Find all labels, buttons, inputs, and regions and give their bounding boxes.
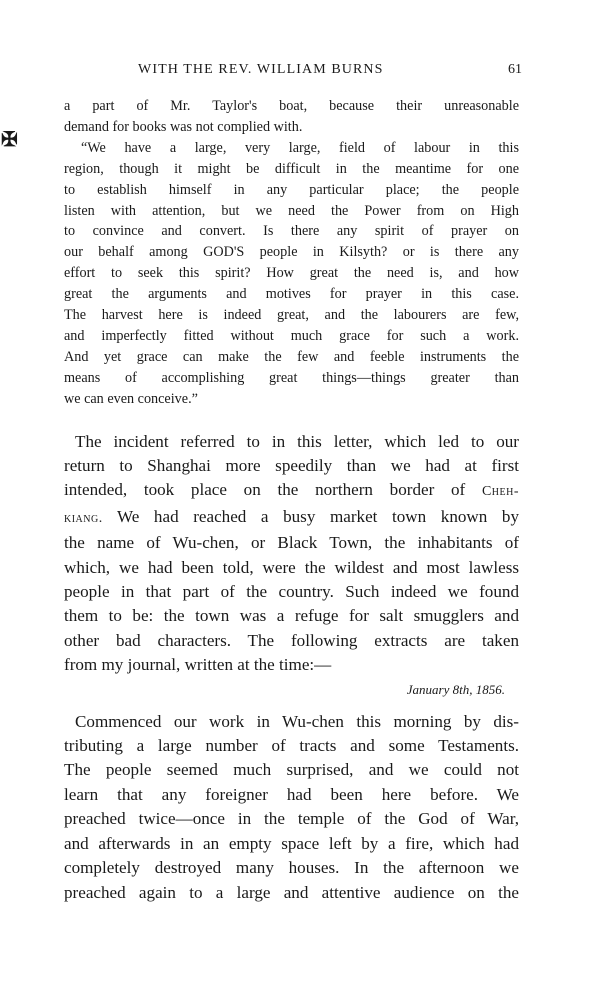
margin-mark: ✠: [1, 129, 18, 151]
text-line: [64, 505, 519, 531]
text-line: The people seemed much surprised, and we could not: [64, 760, 519, 780]
quote-line: and imperfectly fitted without much grace for such a work.: [64, 327, 519, 344]
text-line: completely destroyed many houses. In the afternoon we: [64, 858, 519, 878]
text-column: [64, 96, 519, 905]
paragraph-journal: [64, 710, 519, 905]
text-line: learn that any foreigner had been here before. We: [64, 784, 519, 804]
text-line: return to Shanghai more speedily than we had at first: [64, 456, 519, 475]
text-line: [64, 478, 519, 504]
quote-line: And yet grace can make the few and feeble instruments the: [64, 348, 519, 365]
quote-line: effort to seek this spirit? How great the need is, and how: [64, 265, 519, 282]
quote-line: listen with attention, but we need the Power from on High: [64, 202, 519, 219]
text-line: preached again to a large and attentive audience on the: [64, 882, 519, 902]
place-name-chehkiang-end: kiang.: [64, 510, 103, 526]
text-line: people in that part of the country. Such indeed we found: [64, 582, 519, 602]
quote-line: to convince and convert. Is there any spirit of prayer on: [64, 223, 519, 240]
quote-line: “We have a large, very large, field of labour in this: [81, 139, 519, 156]
text-line: them to be: the town was a refuge for salt smugglers and: [64, 606, 519, 626]
place-name-chehkiang: Cheh-: [481, 484, 519, 500]
quote-line: a part of Mr. Taylor's boat, because their unreasonable: [64, 98, 519, 114]
running-head: [64, 62, 522, 84]
paragraph-incident: [64, 430, 519, 678]
running-title: WITH THE REV. WILLIAM BURNS: [138, 62, 384, 77]
quote-line: we can even conceive.”: [64, 390, 198, 407]
quote-line: our behalf among GOD'S people in Kilsyth? or is there any: [64, 244, 519, 261]
quote-line: The harvest here is indeed great, and the labourers are few,: [64, 307, 519, 324]
text-line: preached twice—once in the temple of the God of War,: [64, 809, 519, 829]
text-line: and afterwards in an empty space left by a fire, which had: [64, 833, 519, 853]
quote-line: great the arguments and motives for prayer in this case.: [64, 286, 519, 303]
quote-line: means of accomplishing great things—things greater than: [64, 369, 519, 386]
text-line: other bad characters. The following extracts are taken: [64, 630, 519, 650]
page-number: 61: [508, 62, 522, 77]
journal-date: January 8th, 1856.: [406, 681, 505, 697]
quote-line: to establish himself in any particular place; the people: [64, 181, 519, 198]
text-line: Commenced our work in Wu-chen this morning by dis-: [75, 711, 519, 731]
text-line: which, we had been told, were the wildest and most lawless: [64, 557, 519, 577]
text-line: tributing a large number of tracts and some Testaments.: [64, 736, 519, 756]
text-line: from my journal, written at the time:—: [64, 655, 332, 675]
text-line: The incident referred to in this letter, which led to our: [75, 431, 519, 451]
letter-quote: [64, 96, 519, 410]
quote-line: demand for books was not complied with.: [64, 118, 303, 135]
text-fragment: We had reached a busy market town known by: [117, 506, 519, 526]
text-fragment: intended, took place on the northern border of: [64, 480, 466, 500]
text-line: the name of Wu-chen, or Black Town, the inhabitants of: [64, 533, 519, 553]
quote-line: region, though it might be difficult in the meantime for one: [64, 160, 519, 177]
